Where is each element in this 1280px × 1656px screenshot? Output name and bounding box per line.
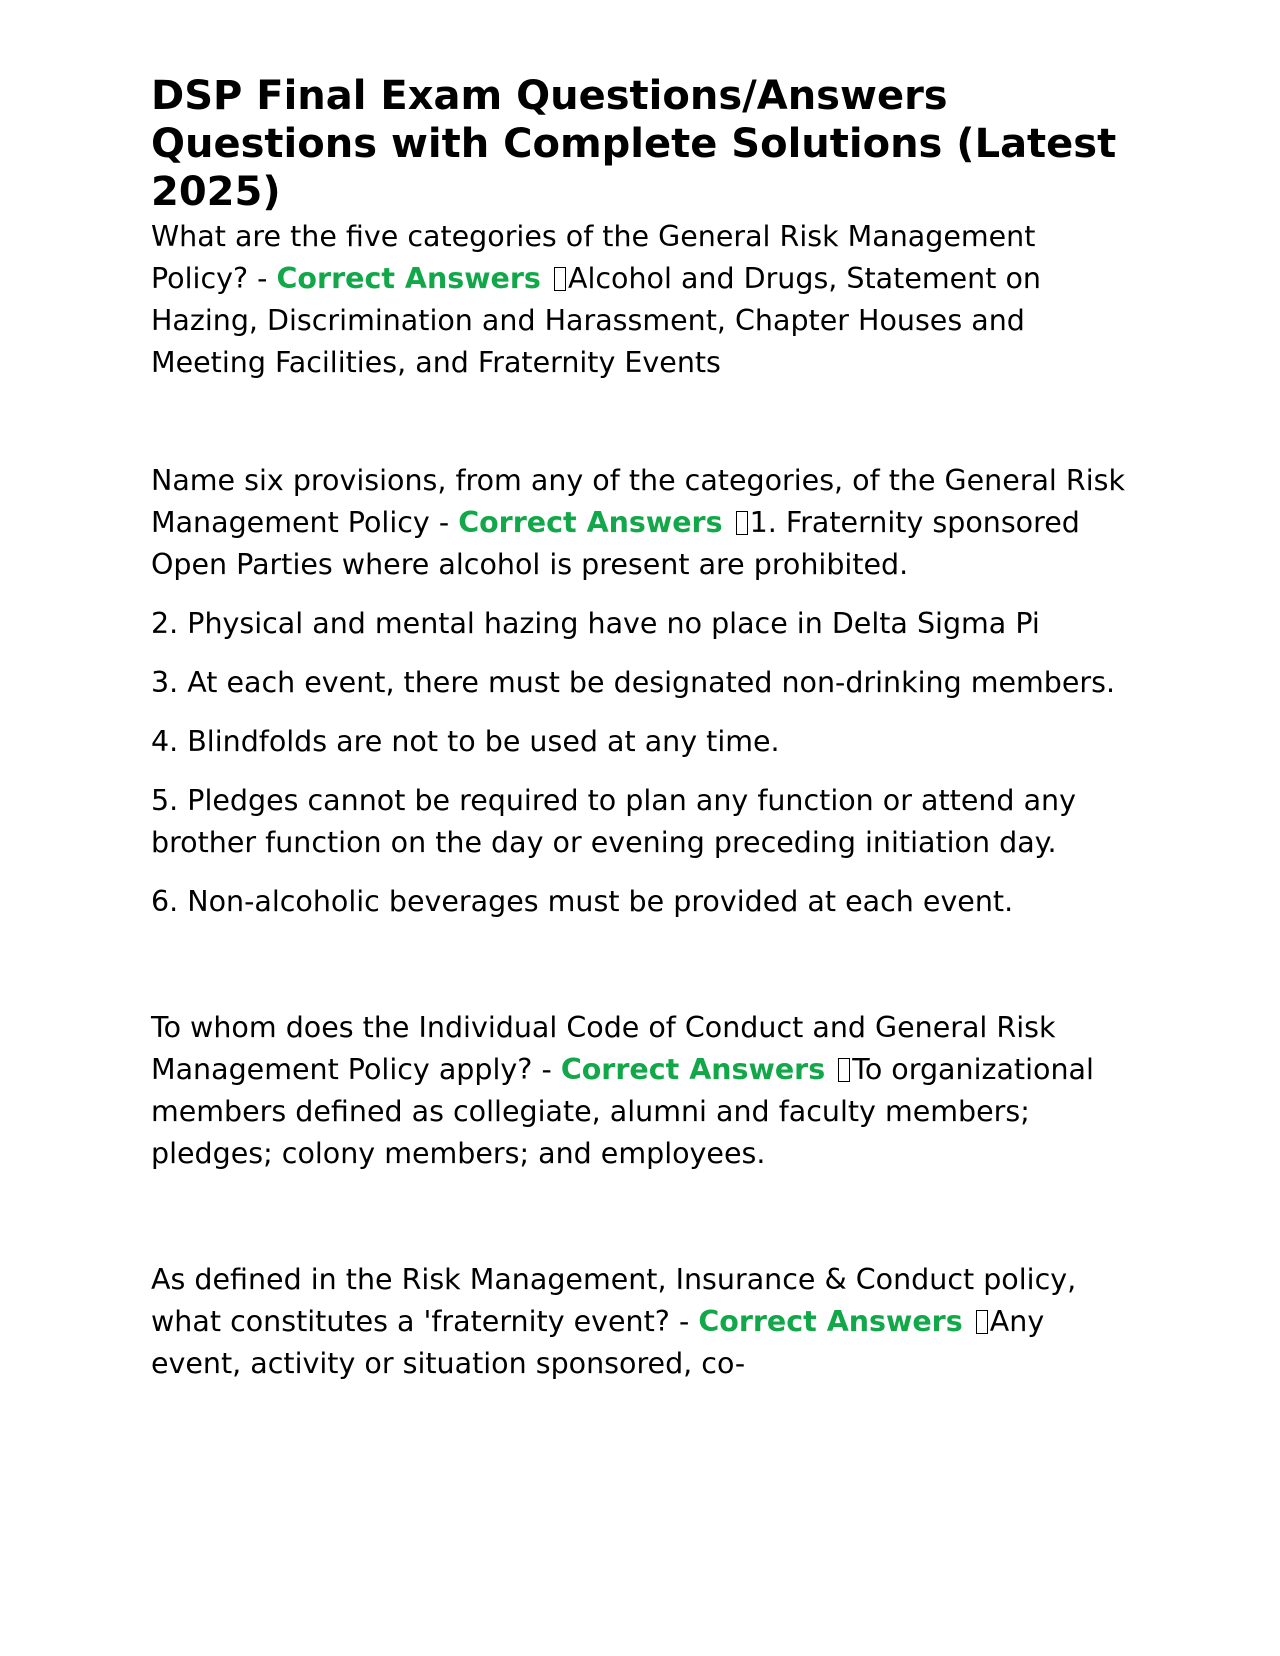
provision-item: 4. Blindfolds are not to be used at any time.	[151, 725, 780, 758]
qa-item-2	[151, 460, 1141, 586]
answer-text: Any event, activity or situation sponsored, co-	[151, 1305, 1045, 1380]
answer-text: To organizational members defined as collegiate, alumni and faculty members; pledges; colony members; and employees.	[151, 1053, 1094, 1170]
missing-glyph-icon	[736, 511, 748, 535]
missing-glyph-icon	[838, 1058, 850, 1082]
missing-glyph-icon	[976, 1310, 988, 1334]
correct-answers-label: Correct Answers	[560, 1053, 826, 1086]
question-text: As defined in the Risk Management, Insurance & Conduct policy, what constitutes a 'fraternity event?	[151, 1263, 1077, 1338]
qa-item-3	[151, 1007, 1141, 1175]
provision-item: 3. At each event, there must be designated non-drinking members.	[151, 666, 1116, 699]
qa-item-4	[151, 1259, 1141, 1385]
provision-item: 6. Non-alcoholic beverages must be provided at each event.	[151, 885, 1014, 918]
provision-item: 5. Pledges cannot be required to plan any function or attend any brother function on the day or evening preceding initiation day.	[151, 784, 1076, 859]
document-title: DSP Final Exam Questions/Answers Questions with Complete Solutions (Latest 2025)	[151, 73, 1117, 215]
correct-answers-label: Correct Answers	[698, 1305, 963, 1338]
correct-answers-label: Correct Answers	[458, 506, 723, 539]
separator: -	[669, 1305, 699, 1338]
missing-glyph-icon	[554, 267, 566, 291]
qa-item-1	[151, 216, 1141, 384]
document-page	[151, 72, 1141, 1385]
answer-text: Alcohol and Drugs, Statement on Hazing, Discrimination and Harassment, Chapter Houses and Meeting Facilities, and Fraternity Events	[151, 262, 1041, 379]
question-text: Name six provisions, from any of the categories, of the General Risk Management Policy	[151, 464, 1125, 539]
question-text: What are the five categories of the General Risk Management Policy?	[151, 220, 1036, 295]
separator: -	[248, 262, 277, 295]
question-text: To whom does the Individual Code of Conduct and General Risk Management Policy apply?	[151, 1011, 1056, 1086]
correct-answers-label: Correct Answers	[276, 262, 541, 295]
answer-text: 1. Fraternity sponsored Open Parties where alcohol is present are prohibited.	[151, 506, 1080, 581]
provision-item: 2. Physical and mental hazing have no place in Delta Sigma Pi	[151, 607, 1040, 640]
separator: -	[429, 506, 459, 539]
separator: -	[532, 1053, 561, 1086]
